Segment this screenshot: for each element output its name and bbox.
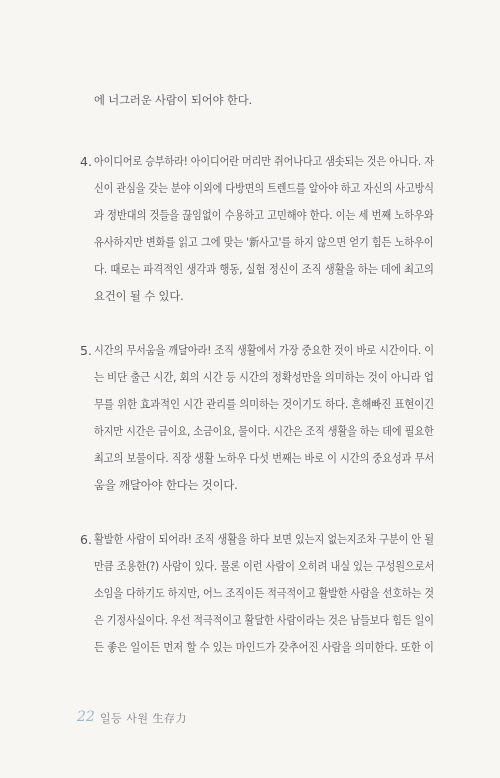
item-5-line: 는 비단 출근 시간, 회의 시간 등 시간의 정확성만을 의미하는 것이 아니라 업 (94, 371, 434, 384)
item-4-line: 아이디어로 승부하라! 아이디어란 머리만 쥐어나다고 샘솟되는 것은 아니다. 자 (94, 155, 434, 168)
item-4-line: 신이 관심을 갖는 분야 이외에 다방면의 트렌드를 알아야 하고 자신의 사고방식 (94, 182, 434, 195)
item-6-line: 은 기정사실이다. 우선 적극적이고 활달한 사람이라는 것은 남들보다 힘든 일이 (94, 614, 434, 627)
page-number: 22 (77, 709, 95, 725)
item-4-number: 4. (80, 154, 92, 169)
item-5-line: 움을 깨달아야 한다는 것이다. (94, 479, 238, 492)
item-6-number: 6. (80, 532, 92, 547)
item-4-line: 유사하지만 변화를 읽고 그에 맞는 '新사고'를 하지 않으면 얻기 힘든 노하우이 (94, 236, 434, 249)
item-5-line: 최고의 보물이다. 직장 생활 노하우 다섯 번째는 바로 이 시간의 중요성과 무서 (94, 452, 435, 465)
item-4-line: 다. 때로는 파격적인 생각과 행동, 실험 정신이 조직 생활을 하는 데에 최고의 (94, 263, 434, 276)
item-5-line: 하지만 시간은 금이요, 소금이요, 물이다. 시간은 조직 생활을 하는 데에 필요한 (94, 425, 434, 438)
item-4-line: 요건이 될 수 있다. (94, 290, 184, 303)
item-5-number: 5. (80, 343, 92, 358)
item-6-line: 만큼 조용한(?) 사람이 있다. 물론 이런 사람이 오히려 내실 있는 구성원으로서 (94, 560, 435, 573)
item-6-line: 든 좋은 일이든 먼저 할 수 있는 마인드가 갖추어진 사람을 의미한다. 또한 이 (94, 641, 434, 654)
intro-line: 에 너그러운 사람이 되어야 한다. (94, 94, 253, 107)
item-5-line: 무를 위한 효과적인 시간 관리를 의미하는 것이기도 하다. 흔해빠진 표현이긴 (94, 398, 435, 411)
running-footer-book-title: 일등 사원 生存力 (100, 712, 187, 725)
item-5-line: 시간의 무서움을 깨달아라! 조직 생활에서 가장 중요한 것이 바로 시간이다. 이 (94, 344, 435, 357)
item-6-line: 소임을 다하기도 하지만, 어느 조직이든 적극적이고 활발한 사람을 선호하는 것 (94, 587, 434, 600)
item-4-line: 과 정반대의 것들을 끊임없이 수용하고 고민해야 한다. 이는 세 번째 노하우와 (94, 209, 434, 222)
item-6-line: 활발한 사람이 되어라! 조직 생활을 하다 보면 있는지 없는지조차 구분이 안 될 (94, 533, 435, 546)
